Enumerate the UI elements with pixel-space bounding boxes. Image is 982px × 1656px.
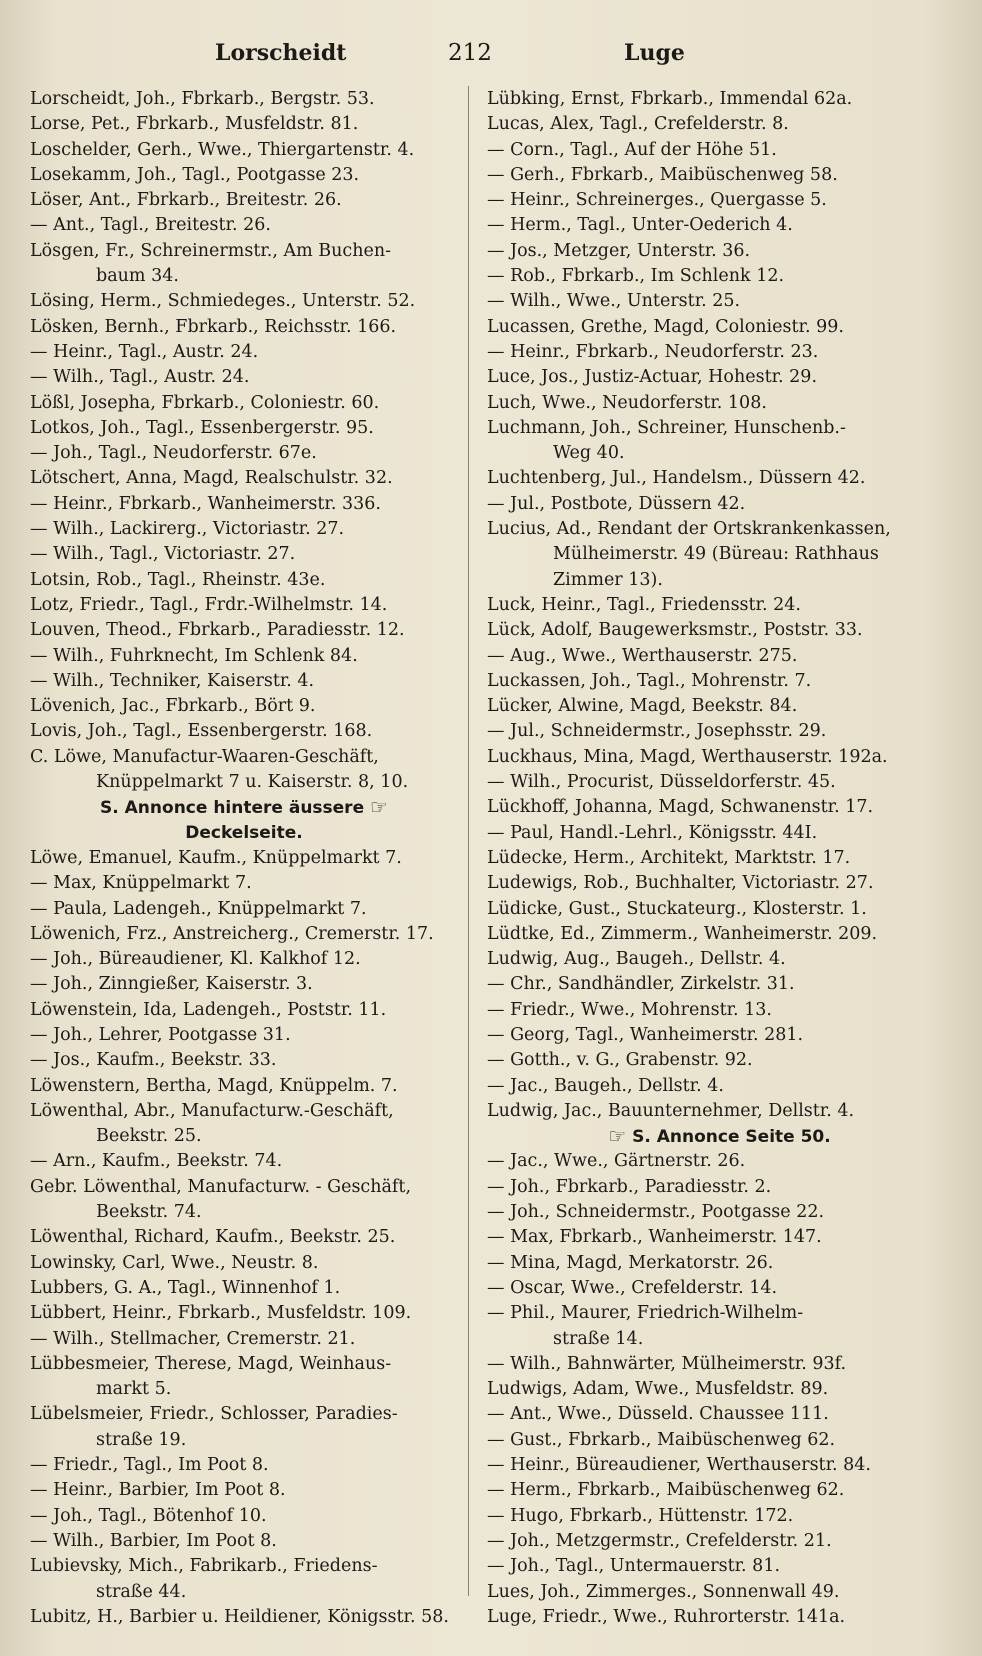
entry-text: Lövenich, Jac., Fbrkarb., Bört 9. [30,696,316,717]
directory-entry [487,1605,952,1630]
entry-text: Luge, Friedr., Wwe., Ruhrorterstr. 141a. [487,1606,846,1627]
directory-entry [30,1048,458,1073]
entry-text: Löwenich, Frz., Anstreicherg., Cremerstr. 17. [30,923,434,944]
entry-text: Losekamm, Joh., Tagl., Pootgasse 23. [30,164,360,185]
entry-text: S. Annonce hintere äussere [100,798,365,819]
entry-text: Lübbesmeier, Therese, Magd, Weinhaus- [30,1353,392,1374]
directory-entry [487,1149,952,1174]
directory-entry [30,770,458,795]
directory-entry [487,1175,952,1200]
header-last-entry: Luge [624,40,685,66]
advert-reference [487,1124,952,1149]
entry-text: Löwenthal, Abr., Manufacturw.-Geschäft, [30,1100,394,1121]
directory-entry [30,1099,458,1124]
entry-text: — Wilh., Bahnwärter, Mülheimerstr. 93f. [487,1353,847,1374]
entry-text: Ludewigs, Rob., Buchhalter, Victoriastr. 27. [487,873,874,894]
entry-text: Beekstr. 25. [96,1126,202,1147]
entry-text: straße 44. [96,1581,187,1602]
entry-text: Lüdecke, Herm., Architekt, Marktstr. 17. [487,847,851,868]
directory-entry [487,239,952,264]
entry-text: Beekstr. 74. [96,1202,202,1223]
entry-text: — Joh., Tagl., Bötenhof 10. [30,1505,267,1526]
directory-entry [30,264,458,289]
entry-text: — Herm., Fbrkarb., Maibüschenweg 62. [487,1480,845,1501]
directory-entry [30,112,458,137]
entry-text: — Joh., Metzgermstr., Crefelderstr. 21. [487,1530,832,1551]
directory-entry [30,1377,458,1402]
directory-entry [30,669,458,694]
directory-entry [487,897,952,922]
entry-text: — Arn., Kaufm., Beekstr. 74. [30,1151,283,1172]
directory-entry [487,163,952,188]
directory-entry [487,1554,952,1579]
entry-text: — Paula, Ladengeh., Knüppelmarkt 7. [30,898,367,919]
entry-text: — Heinr., Tagl., Austr. 24. [30,341,259,362]
directory-entry [487,1074,952,1099]
directory-entry [30,1124,458,1149]
directory-entry [487,1453,952,1478]
entry-text: Lüdtke, Ed., Zimmerm., Wanheimerstr. 209. [487,923,878,944]
entry-text: Luchmann, Joh., Schreiner, Hunschenb.- [487,417,846,438]
directory-entry [30,517,458,542]
advert-reference [30,795,458,820]
directory-entry [487,315,952,340]
entry-text: Lotkos, Joh., Tagl., Essenbergerstr. 95. [30,417,374,438]
directory-entry [487,795,952,820]
entry-text: — Joh., Lehrer, Pootgasse 31. [30,1024,291,1045]
directory-entry [30,947,458,972]
directory-entry [487,1200,952,1225]
entry-text: — Max, Fbrkarb., Wanheimerstr. 147. [487,1227,822,1248]
directory-entry [30,1301,458,1326]
entry-text: Lücker, Alwine, Magd, Beekstr. 84. [487,696,798,717]
entry-text: Löwenthal, Richard, Kaufm., Beekstr. 25. [30,1227,396,1248]
entry-text: Löwe, Emanuel, Kaufm., Knüppelmarkt 7. [30,847,402,868]
entry-text: Deckelseite. [185,822,303,843]
pointing-hand-icon: ☞ [608,1124,627,1149]
entry-text: — Chr., Sandhändler, Zirkelstr. 31. [487,974,795,995]
directory-entry [30,1276,458,1301]
directory-entry [487,1478,952,1503]
entry-text: — Friedr., Tagl., Im Poot 8. [30,1455,269,1476]
entry-text: — Gerh., Fbrkarb., Maibüschenweg 58. [487,164,838,185]
directory-entry [487,922,952,947]
directory-entry [30,1428,458,1453]
directory-entry [30,1352,458,1377]
entry-text: — Phil., Maurer, Friedrich-Wilhelm- [487,1303,804,1324]
entry-text: — Joh., Tagl., Untermauerstr. 81. [487,1556,781,1577]
directory-entry [30,315,458,340]
directory-entry [30,719,458,744]
directory-entry [30,365,458,390]
directory-entry [487,998,952,1023]
directory-entry [30,897,458,922]
directory-entry [487,1301,952,1326]
directory-entry [487,694,952,719]
directory-entry [30,1529,458,1554]
directory-entry [487,1023,952,1048]
directory-entry [487,264,952,289]
entry-text: Lucassen, Grethe, Magd, Coloniestr. 99. [487,316,844,337]
pointing-hand-icon: ☞ [370,795,388,820]
entry-text: — Rob., Fbrkarb., Im Schlenk 12. [487,266,785,287]
entry-text: — Jul., Schneidermstr., Josephsstr. 29. [487,721,827,742]
directory-entry [30,618,458,643]
entry-text: — Gotth., v. G., Grabenstr. 92. [487,1050,753,1071]
directory-entry [487,846,952,871]
directory-entry [487,1099,952,1124]
entry-text: Lotz, Friedr., Tagl., Frdr.-Wilhelmstr. 14. [30,594,388,615]
entry-text: Lubitz, H., Barbier u. Heildiener, Königsstr. 58. [30,1606,449,1627]
entry-text: — Joh., Schneidermstr., Pootgasse 22. [487,1202,825,1223]
directory-entry [487,1377,952,1402]
entry-text: — Aug., Wwe., Werthauserstr. 275. [487,645,798,666]
entry-text: Lorscheidt, Joh., Fbrkarb., Bergstr. 53. [30,89,375,109]
entry-text: Luckassen, Joh., Tagl., Mohrenstr. 7. [487,670,812,691]
entry-text: — Heinr., Schreinerges., Quergasse 5. [487,190,827,211]
directory-entry [487,1352,952,1377]
directory-entry [30,745,458,770]
entry-text: Zimmer 13). [553,569,663,590]
directory-entry [487,1529,952,1554]
directory-entry [487,517,952,542]
directory-entry [487,112,952,137]
directory-entry [30,492,458,517]
entry-text: — Hugo, Fbrkarb., Hüttenstr. 172. [487,1505,794,1526]
directory-entry [487,138,952,163]
entry-text: — Georg, Tagl., Wanheimerstr. 281. [487,1024,804,1045]
entry-text: — Ant., Tagl., Breitestr. 26. [30,215,271,236]
entry-text: — Heinr., Büreaudiener, Werthauserstr. 84. [487,1455,871,1476]
entry-text: Lubbers, G. A., Tagl., Winnenhof 1. [30,1277,341,1298]
directory-entry [487,770,952,795]
entry-text: — Heinr., Fbrkarb., Wanheimerstr. 336. [30,493,381,514]
entry-text: Löwenstern, Bertha, Magd, Knüppelm. 7. [30,1075,398,1096]
directory-entry [487,87,952,112]
directory-entry [487,1504,952,1529]
entry-text: — Heinr., Fbrkarb., Neudorferstr. 23. [487,341,819,362]
entry-text: Gebr. Löwenthal, Manufacturw. - Geschäft, [30,1176,412,1197]
entry-text: Löwenstein, Ida, Ladengeh., Poststr. 11. [30,999,387,1020]
entry-text: — Joh., Tagl., Neudorferstr. 67e. [30,443,317,464]
entry-text: baum 34. [96,266,179,287]
entry-text: Lübbert, Heinr., Fbrkarb., Musfeldstr. 109. [30,1303,412,1324]
directory-entry [30,1402,458,1427]
entry-text: — Herm., Tagl., Unter-Oederich 4. [487,215,793,236]
directory-entry [487,669,952,694]
directory-entry [30,593,458,618]
entry-text: straße 19. [96,1429,187,1450]
entry-text: Lößl, Josepha, Fbrkarb., Coloniestr. 60. [30,392,380,413]
directory-entry [30,1605,458,1630]
directory-entry [487,821,952,846]
directory-entry [487,644,952,669]
directory-entry [487,289,952,314]
directory-entry [30,138,458,163]
entry-text: — Gust., Fbrkarb., Maibüschenweg 62. [487,1429,836,1450]
entry-text: Lowinsky, Carl, Wwe., Neustr. 8. [30,1252,319,1273]
entry-text: — Joh., Zinngießer, Kaiserstr. 3. [30,974,313,995]
entry-text: — Wilh., Stellmacher, Cremerstr. 21. [30,1328,356,1349]
directory-entry [487,1580,952,1605]
left-column [30,87,458,1647]
entry-text: Ludwig, Jac., Bauunternehmer, Dellstr. 4. [487,1100,855,1121]
directory-entry [30,644,458,669]
entry-text: — Mina, Magd, Merkatorstr. 26. [487,1252,774,1273]
directory-entry [487,568,952,593]
entry-text: — Jac., Baugeh., Dellstr. 4. [487,1075,724,1096]
entry-text: — Wilh., Tagl., Victoriastr. 27. [30,544,296,565]
entry-text: — Paul, Handl.-Lehrl., Königsstr. 44I. [487,822,818,843]
directory-entry [30,416,458,441]
directory-entry [30,466,458,491]
directory-entry [30,1149,458,1174]
page-header [30,34,952,74]
entry-text: straße 14. [553,1328,644,1349]
entry-text: Loschelder, Gerh., Wwe., Thiergartenstr. 4. [30,139,415,160]
entry-text: Lösken, Bernh., Fbrkarb., Reichsstr. 166. [30,316,397,337]
entry-text: Lovis, Joh., Tagl., Essenbergerstr. 168. [30,721,373,742]
directory-entry [30,340,458,365]
directory-entry [30,922,458,947]
directory-entry [30,163,458,188]
directory-entry [487,1327,952,1352]
directory-entry [487,492,952,517]
entry-text: Lubievsky, Mich., Fabrikarb., Friedens- [30,1556,378,1577]
entry-text: Lübelsmeier, Friedr., Schlosser, Paradies- [30,1404,398,1425]
directory-entry [487,745,952,770]
entry-text: — Joh., Büreaudiener, Kl. Kalkhof 12. [30,949,361,970]
entry-text: Lötschert, Anna, Magd, Realschulstr. 32. [30,468,393,489]
directory-entry [30,1200,458,1225]
directory-entry [30,694,458,719]
entry-text: — Wilh., Wwe., Unterstr. 25. [487,291,741,312]
entry-text: — Friedr., Wwe., Mohrenstr. 13. [487,999,772,1020]
directory-entry [487,871,952,896]
directory-entry [30,972,458,997]
entry-text: Luce, Jos., Justiz-Actuar, Hohestr. 29. [487,367,818,388]
directory-entry [487,593,952,618]
directory-entry [487,947,952,972]
directory-entry [30,568,458,593]
directory-entry [30,391,458,416]
directory-entry [30,1554,458,1579]
entry-text: Luck, Heinr., Tagl., Friedensstr. 24. [487,594,801,615]
entry-text: — Joh., Fbrkarb., Paradiesstr. 2. [487,1176,772,1197]
directory-entry [30,1251,458,1276]
directory-entry [487,618,952,643]
entry-text: Knüppelmarkt 7 u. Kaiserstr. 8, 10. [96,772,409,793]
directory-entry [30,441,458,466]
directory-entry [30,1074,458,1099]
entry-text: — Wilh., Barbier, Im Poot 8. [30,1530,277,1551]
entry-text: Louven, Theod., Fbrkarb., Paradiesstr. 12. [30,620,405,641]
directory-entry [487,1276,952,1301]
directory-entry [487,1225,952,1250]
directory-entry [487,416,952,441]
entry-text: — Jul., Postbote, Düssern 42. [487,493,746,514]
directory-entry [487,213,952,238]
entry-text: — Wilh., Tagl., Austr. 24. [30,367,250,388]
entry-text: S. Annonce Seite 50. [632,1127,831,1148]
directory-entry [487,972,952,997]
column-divider [468,86,469,1596]
entry-text: Lues, Joh., Zimmerges., Sonnenwall 49. [487,1581,840,1602]
entry-text: — Jos., Kaufm., Beekstr. 33. [30,1050,277,1071]
entry-text: Lübking, Ernst, Fbrkarb., Immendal 62a. [487,89,853,109]
directory-entry [30,213,458,238]
entry-text: Weg 40. [553,443,625,464]
directory-entry [30,1225,458,1250]
entry-text: — Wilh., Lackirerg., Victoriastr. 27. [30,519,345,540]
entry-text: — Wilh., Techniker, Kaiserstr. 4. [30,670,315,691]
entry-text: Lösgen, Fr., Schreinermstr., Am Buchen- [30,240,392,261]
directory-entry [487,188,952,213]
entry-text: — Jac., Wwe., Gärtnerstr. 26. [487,1151,746,1172]
directory-entry [30,1023,458,1048]
entry-text: Luch, Wwe., Neudorferstr. 108. [487,392,767,413]
directory-entry [30,87,458,112]
entry-text: Ludwig, Aug., Baugeh., Dellstr. 4. [487,949,786,970]
entry-text: Lorse, Pet., Fbrkarb., Musfeldstr. 81. [30,114,359,135]
directory-entry [487,719,952,744]
entry-text: Lück, Adolf, Baugewerksmstr., Poststr. 33. [487,620,863,641]
directory-entry [30,998,458,1023]
directory-entry [487,441,952,466]
directory-entry [30,542,458,567]
entry-text: Luchtenberg, Jul., Handelsm., Düssern 42. [487,468,866,489]
entry-text: Mülheimerstr. 49 (Büreau: Rathhaus [553,544,879,565]
entry-text: — Max, Knüppelmarkt 7. [30,873,252,894]
advert-reference [30,821,458,846]
directory-entry [487,365,952,390]
entry-text: — Ant., Wwe., Düsseld. Chaussee 111. [487,1404,829,1425]
entry-text: Lösing, Herm., Schmiedeges., Unterstr. 52. [30,291,416,312]
directory-entry [487,1402,952,1427]
entry-text: — Wilh., Procurist, Düsseldorferstr. 45. [487,772,836,793]
directory-entry [487,340,952,365]
directory-entry [487,391,952,416]
entry-text: Löser, Ant., Fbrkarb., Breitestr. 26. [30,190,342,211]
directory-entry [487,1048,952,1073]
entry-text: — Heinr., Barbier, Im Poot 8. [30,1480,286,1501]
entry-text: Lüdicke, Gust., Stuckateurg., Klosterstr. 1. [487,898,867,919]
directory-entry [30,239,458,264]
entry-text: Lückhoff, Johanna, Magd, Schwanenstr. 17. [487,797,874,818]
directory-entry [30,1478,458,1503]
directory-entry [30,1504,458,1529]
directory-entry [30,1327,458,1352]
page-number: 212 [448,40,492,66]
entry-text: — Oscar, Wwe., Crefelderstr. 14. [487,1277,778,1298]
header-first-entry: Lorscheidt [215,40,347,66]
entry-text: — Wilh., Fuhrknecht, Im Schlenk 84. [30,645,358,666]
directory-entry [30,1453,458,1478]
entry-text: Luckhaus, Mina, Magd, Werthauserstr. 192a. [487,746,888,767]
directory-entry [30,871,458,896]
entry-text: Ludwigs, Adam, Wwe., Musfeldstr. 89. [487,1379,829,1400]
entry-text: Lucas, Alex, Tagl., Crefelderstr. 8. [487,114,789,135]
directory-entry [30,289,458,314]
entry-text: markt 5. [96,1379,172,1400]
entry-text: — Jos., Metzger, Unterstr. 36. [487,240,751,261]
directory-entry [30,188,458,213]
directory-entry [487,466,952,491]
entry-text: Lucius, Ad., Rendant der Ortskrankenkassen, [487,519,891,540]
directory-entry [30,1580,458,1605]
directory-entry [30,846,458,871]
directory-entry [487,1428,952,1453]
directory-entry [487,542,952,567]
directory-entry [30,1175,458,1200]
directory-entry [487,1251,952,1276]
entry-text: — Corn., Tagl., Auf der Höhe 51. [487,139,777,160]
entry-text: Lotsin, Rob., Tagl., Rheinstr. 43e. [30,569,326,590]
right-column [487,87,952,1647]
entry-text: C. Löwe, Manufactur-Waaren-Geschäft, [30,746,379,767]
